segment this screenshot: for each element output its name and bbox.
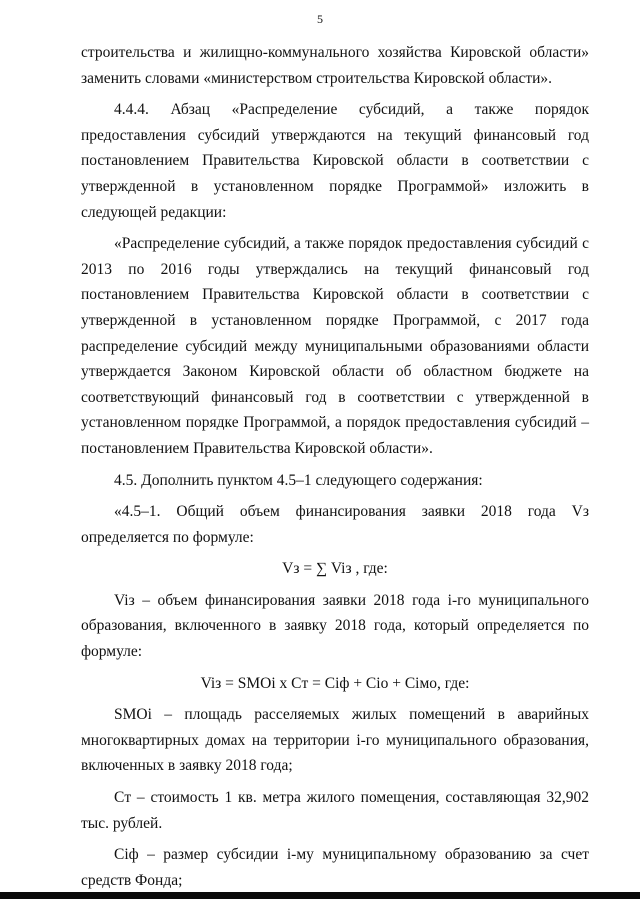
scan-bottom-border (0, 892, 640, 899)
formula-municipal-volume: Viз = SMOi x Cт = Ciф + Ciо + Ciмо, где: (200, 674, 470, 692)
paragraph-4-5: 4.5. Дополнить пунктом 4.5–1 следующего содержания: (114, 471, 483, 489)
paragraph-viz-definition: Viз – объем финансирования заявки 2018 года i-го муниципального образования, включенного в заявку 2018 года, который определяется по формуле: (81, 591, 589, 661)
page-number: 5 (317, 12, 323, 26)
document-body (81, 40, 589, 899)
paragraph-ct-definition: Cт – стоимость 1 кв. метра жилого помещения, составляющая 32,902 тыс. рублей. (81, 789, 589, 832)
formula-total-volume: Vз = ∑ Viз , где: (282, 560, 388, 578)
paragraph-4-4-4: 4.4.4. Абзац «Распределение субсидий, а также порядок предоставления субсидий утверждаются на текущий финансовый год постановлением Правительства Кировской области в соответствии с утвержденной в установленном порядке Программой» изложить в следующей редакции: (81, 101, 589, 221)
paragraph-cif-definition: Ciф – размер субсидии i-му муниципальному образованию за счет средств Фонда; (81, 846, 589, 889)
paragraph-continuation: строительства и жилищно-коммунального хозяйства Кировской области» заменить словами «министерством строительства Кировской области». (81, 44, 589, 87)
paragraph-quoted-subsidy-distribution: «Распределение субсидий, а также порядок предоставления субсидий с 2013 по 2016 годы утверждались на текущий финансовый год постановлением Правительства Кировской области в соответствии с утвержденной в установленном порядке Программой, с 2017 года распределение субсидий между муниципальными образованиями области утверждается Законом Кировской области об областном бюджете на соответствующий финансовый год в соответствии с утвержденной в установленном порядке Программой, а порядок предоставления субсидий – постановлением Правительства Кировской области». (81, 235, 589, 457)
paragraph-smoi-definition: SMOi – площадь расселяемых жилых помещений в аварийных многоквартирных домах на территории i-го муниципального образования, включенных в заявку 2018 года; (81, 706, 589, 775)
paragraph-4-5-1: «4.5–1. Общий объем финансирования заявки 2018 года Vз определяется по формуле: (81, 503, 589, 546)
